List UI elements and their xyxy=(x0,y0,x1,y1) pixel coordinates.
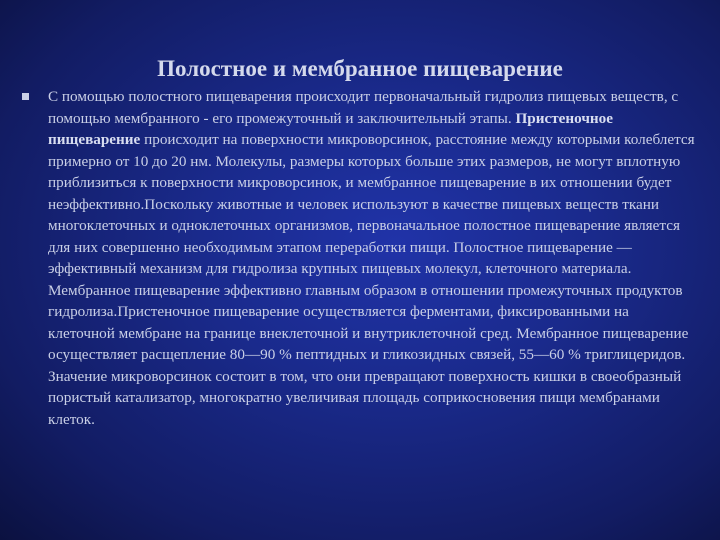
bullet-text-part2: происходит на поверхности микроворсинок, расстояние между которыми колеблется примерно от 10 до 20 нм. Молекулы, размеры которых больше этих размеров, не могут вплотную приблизиться к поверхности микроворсинок, и мембранное пищеварение в их отношении будет неэффективно.Поскольку животные и человек используют в качестве пищевых веществ ткани многоклеточных и одноклеточных организмов, первоначальное полостное пищеварение является для них совершенно необходимым этапом переработки пищи. Полостное пищеварение —эффективный механизм для гидролиза крупных пищевых молекул, клеточного материала. Мембранное пищеварение эффективно главным образом в отношении промежуточных продуктов гидролиза.Пристеночное пищеварение осуществляется ферментами, фиксированными на клеточной мембране на границе внеклеточной и внутриклеточной сред. Мембранное пищеварение осуществляет расщепление 80—90 % пептидных и гликозидных связей, 55—60 % триглицеридов. Значение микроворсинок состоит в том, что они превращают поверхность кишки в своеобразный пористый катализатор, многократно увеличивая площадь соприкосновения пищи мембранами клеток. xyxy=(48,131,695,428)
bullet-text-part1: С помощью полостного пищеварения происходит первоначальный гидролиз пищевых веществ, с помощью мембранного - его промежуточный и заключительный этапы. xyxy=(48,88,679,127)
bullet-text-bold: Пристеночное пищеварение xyxy=(48,109,614,148)
bullet-text xyxy=(48,86,698,430)
square-bullet-icon xyxy=(22,93,29,100)
bullet-item xyxy=(22,86,698,430)
slide-title: Полостное и мембранное пищеварение xyxy=(157,56,563,81)
